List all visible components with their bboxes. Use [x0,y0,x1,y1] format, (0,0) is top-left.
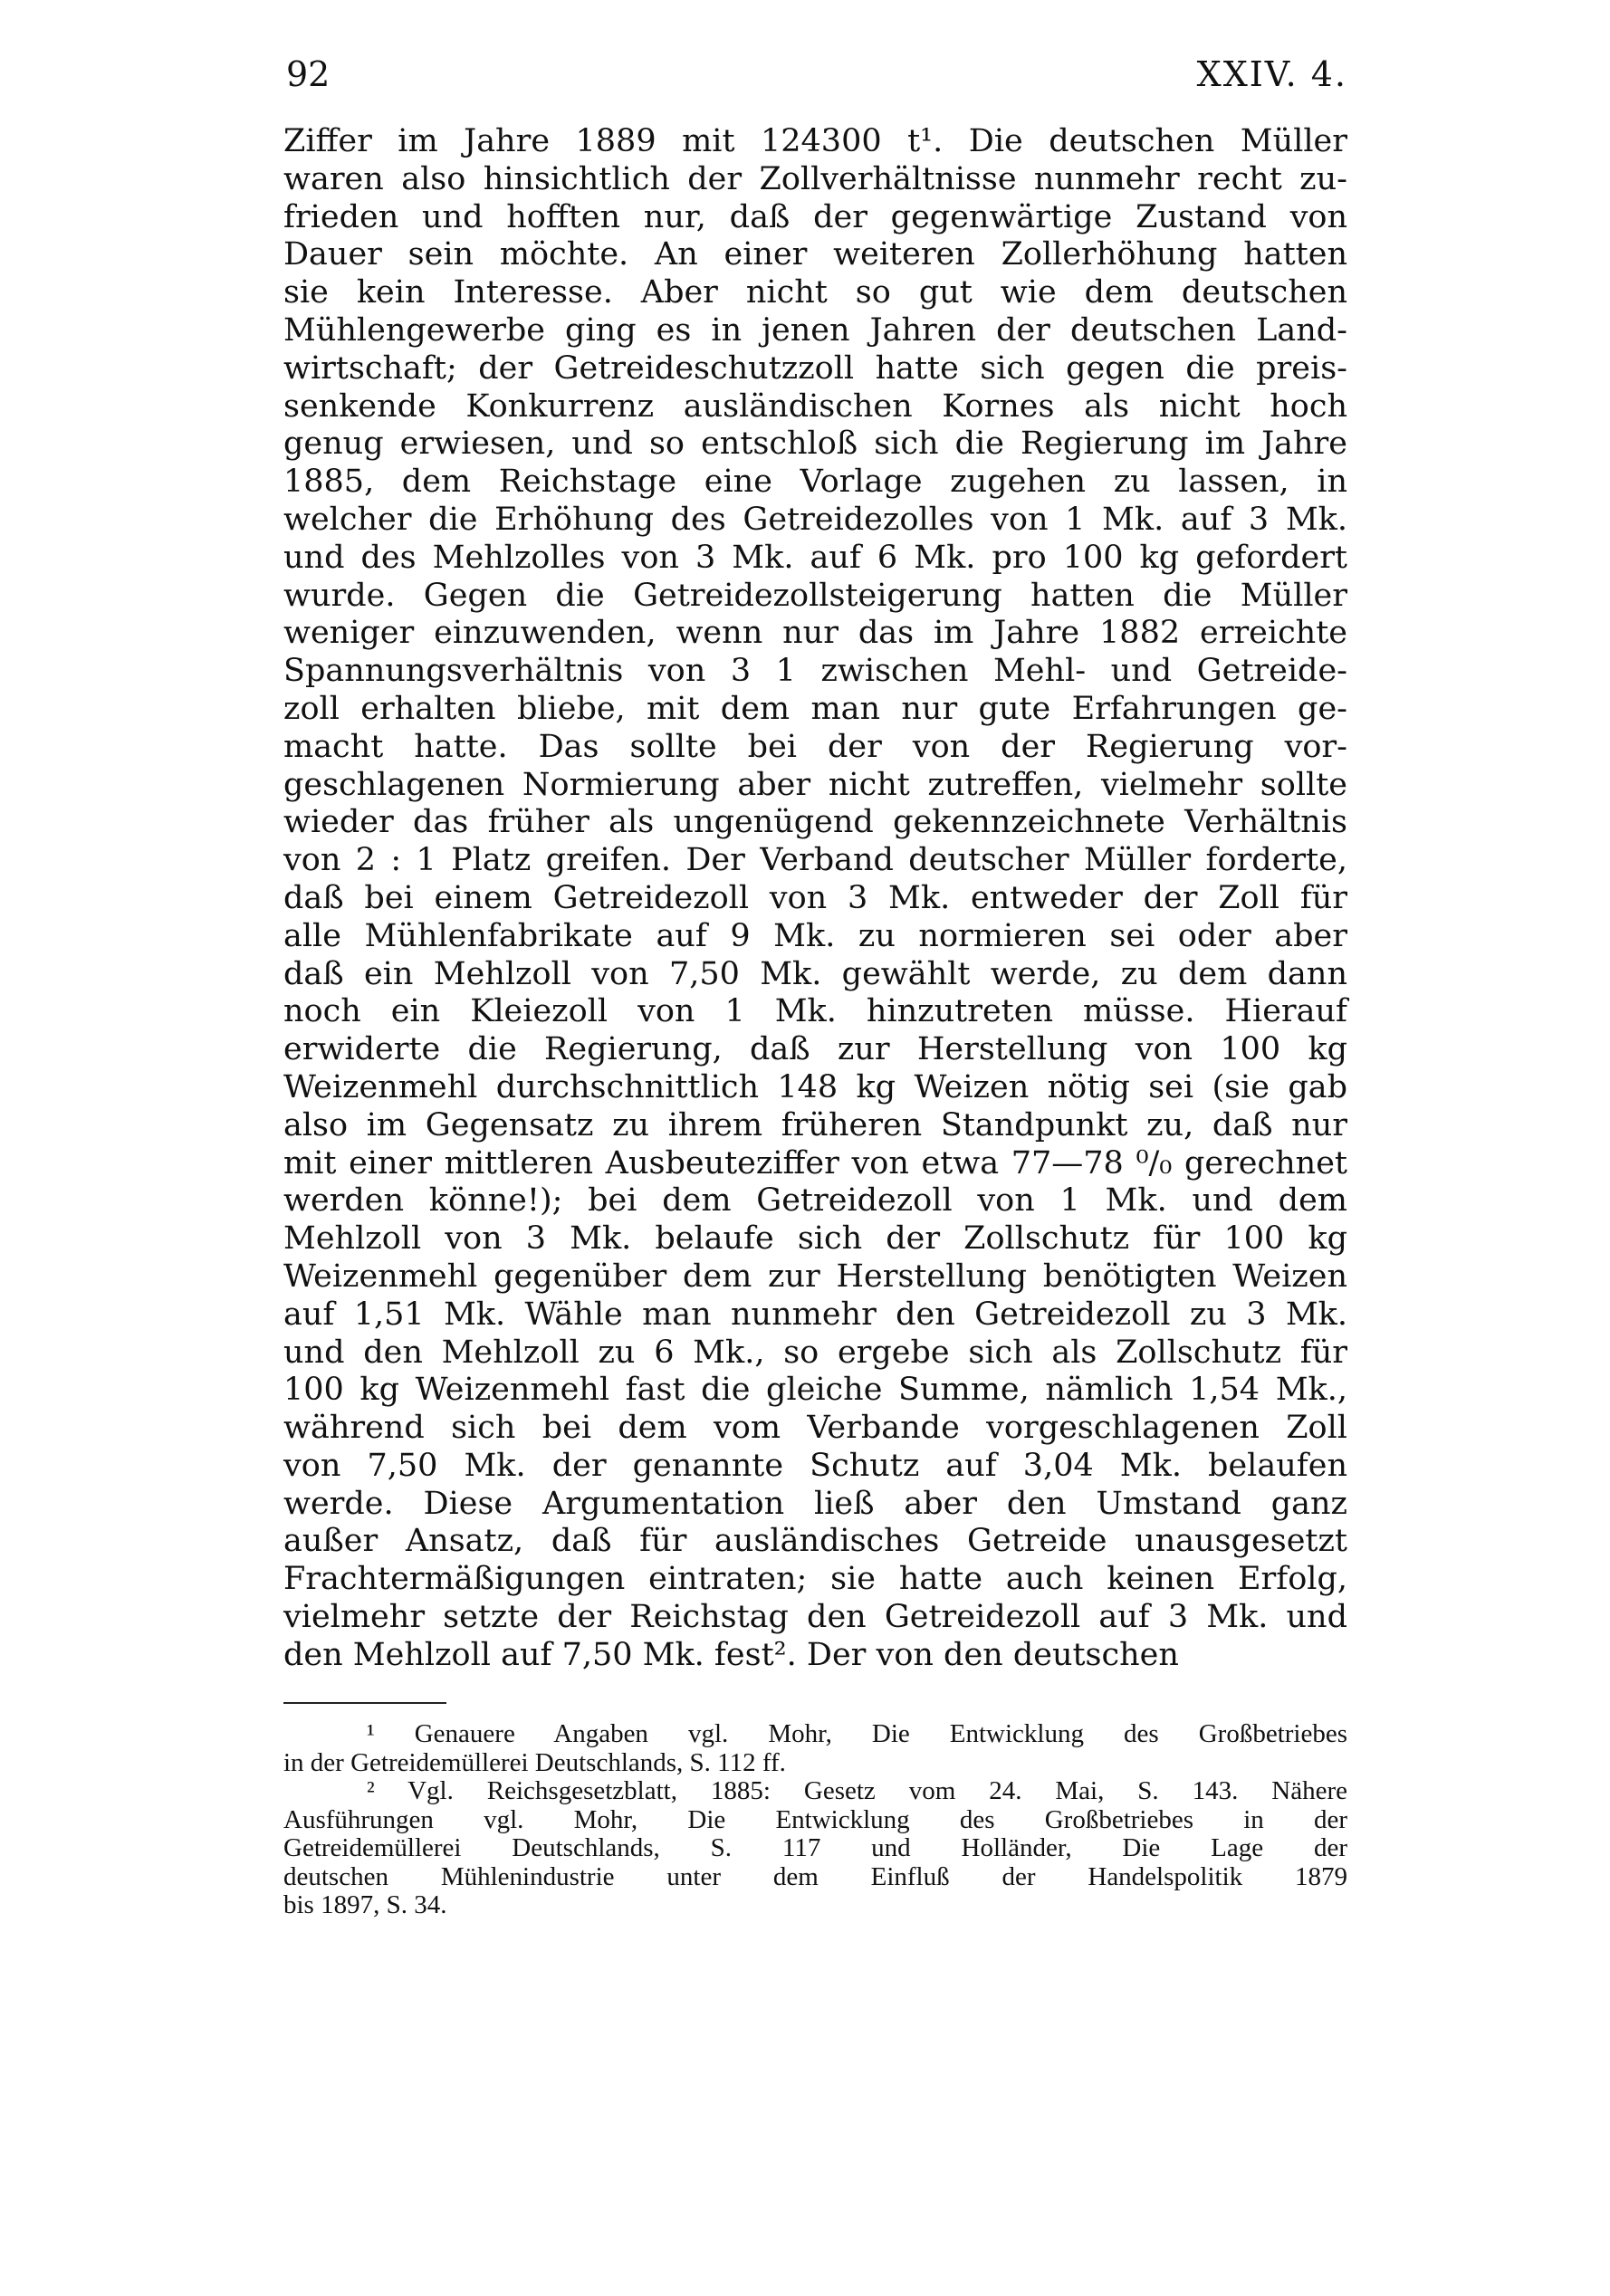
text-line: 100 kg Weizenmehl fast die gleiche Summe, nämlich 1,54 Mk., [283,1372,1347,1409]
text-line: weniger einzuwenden, wenn nur das im Jahre 1882 erreichte [283,615,1347,652]
page-header [286,47,1347,101]
footnote-divider [283,1702,446,1704]
text-line: alle Mühlenfabrikate auf 9 Mk. zu normieren sei oder aber [283,917,1347,954]
text-line: welcher die Erhöhung des Getreidezolles von 1 Mk. auf 3 Mk. [283,501,1347,538]
text-line: senkende Konkurrenz ausländischen Kornes als nicht hoch [283,387,1347,425]
text-line: wirtschaft; der Getreideschutzzoll hatte sich gegen die preis- [283,349,1347,387]
text-line: werden könne!); bei dem Getreidezoll von 1 Mk. und dem [283,1182,1347,1220]
page-number: 92 [286,54,331,94]
text-line: während sich bei dem vom Verbande vorgeschlagenen Zoll [283,1410,1347,1447]
text-line: daß bei einem Getreidezoll von 3 Mk. entweder der Zoll für [283,879,1347,916]
text-line: Spannungsverhältnis von 3 1 zwischen Mehl- und Getreide- [283,653,1347,690]
footnotes [283,1720,1347,1920]
body-paragraph [283,123,1347,1675]
text-line: von 2 : 1 Platz greifen. Der Verband deutscher Müller forderte, [283,842,1347,879]
text-line: von 7,50 Mk. der genannte Schutz auf 3,04 Mk. belaufen [283,1447,1347,1484]
text-line: genug erwiesen, und so entschloß sich die Regierung im Jahre [283,426,1347,463]
text-line: mit einer mittleren Ausbeuteziffer von etwa 77—78 ⁰/₀ gerechnet [283,1144,1347,1181]
text-line: frieden und hofften nur, daß der gegenwärtige Zustand von [283,198,1347,235]
footnote-line: ¹ Genauere Angaben vgl. Mohr, Die Entwicklung des Großbetriebes [367,1719,1347,1748]
text-line: und des Mehlzolles von 3 Mk. auf 6 Mk. pro 100 kg gefordert [283,539,1347,576]
footnote-line: deutschen Mühlenindustrie unter dem Einfluß der Handelspolitik 1879 [283,1861,1347,1891]
text-line: werde. Diese Argumentation ließ aber den Umstand ganz [283,1485,1347,1522]
text-line: Weizenmehl durchschnittlich 148 kg Weizen nötig sei (sie gab [283,1068,1347,1105]
footnote-line: bis 1897, S. 34. [283,1890,447,1919]
footnote-line: ² Vgl. Reichsgesetzblatt, 1885: Gesetz vom 24. Mai, S. 143. Nähere [367,1776,1347,1805]
text-line: außer Ansatz, daß für ausländisches Getreide unausgesetzt [283,1523,1347,1560]
text-line: Weizenmehl gegenüber dem zur Herstellung benötigten Weizen [283,1258,1347,1295]
text-line: sie kein Interesse. Aber nicht so gut wie dem deutschen [283,274,1347,311]
text-line: auf 1,51 Mk. Wähle man nunmehr den Getreidezoll zu 3 Mk. [283,1296,1347,1333]
text-line: noch ein Kleiezoll von 1 Mk. hinzutreten müsse. Hierauf [283,993,1347,1030]
text-line: also im Gegensatz zu ihrem früheren Standpunkt zu, daß nur [283,1106,1347,1143]
text-line: zoll erhalten bliebe, mit dem man nur gute Erfahrungen ge- [283,690,1347,727]
text-line: 1885, dem Reichstage eine Vorlage zugehen zu lassen, in [283,464,1347,501]
text-line: und den Mehlzoll zu 6 Mk., so ergebe sich als Zollschutz für [283,1334,1347,1371]
text-line: Frachtermäßigungen eintraten; sie hatte auch keinen Erfolg, [283,1561,1347,1598]
text-line: macht hatte. Das sollte bei der von der Regierung vor- [283,728,1347,765]
text-line: waren also hinsichtlich der Zollverhältnisse nunmehr recht zu- [283,160,1347,197]
footnote-line: Ausführungen vgl. Mohr, Die Entwicklung des Großbetriebes in der [283,1804,1347,1834]
footnote-line: in der Getreidemüllerei Deutschlands, S. 112 ff. [283,1747,786,1777]
running-head: XXIV. 4. [1196,54,1347,94]
text-line: Ziffer im Jahre 1889 mit 124300 t¹. Die deutschen Müller [283,123,1347,159]
text-line: erwiderte die Regierung, daß zur Herstellung von 100 kg [283,1031,1347,1068]
text-line: geschlagenen Normierung aber nicht zutreffen, vielmehr sollte [283,766,1347,803]
text-line: wurde. Gegen die Getreidezollsteigerung hatten die Müller [283,577,1347,614]
text-line: Dauer sein möchte. An einer weiteren Zollerhöhung hatten [283,236,1347,273]
text-line: Mühlengewerbe ging es in jenen Jahren der deutschen Land- [283,311,1347,349]
text-line: den Mehlzoll auf 7,50 Mk. fest². Der von den deutschen [283,1636,1179,1673]
text-line: daß ein Mehlzoll von 7,50 Mk. gewählt werde, zu dem dann [283,955,1347,992]
text-line: wieder das früher als ungenügend gekennzeichnete Verhältnis [283,804,1347,841]
text-line: vielmehr setzte der Reichstag den Getreidezoll auf 3 Mk. und [283,1599,1347,1636]
footnote-line: Getreidemüllerei Deutschlands, S. 117 und Holländer, Die Lage der [283,1833,1347,1862]
text-line: Mehlzoll von 3 Mk. belaufe sich der Zollschutz für 100 kg [283,1220,1347,1258]
